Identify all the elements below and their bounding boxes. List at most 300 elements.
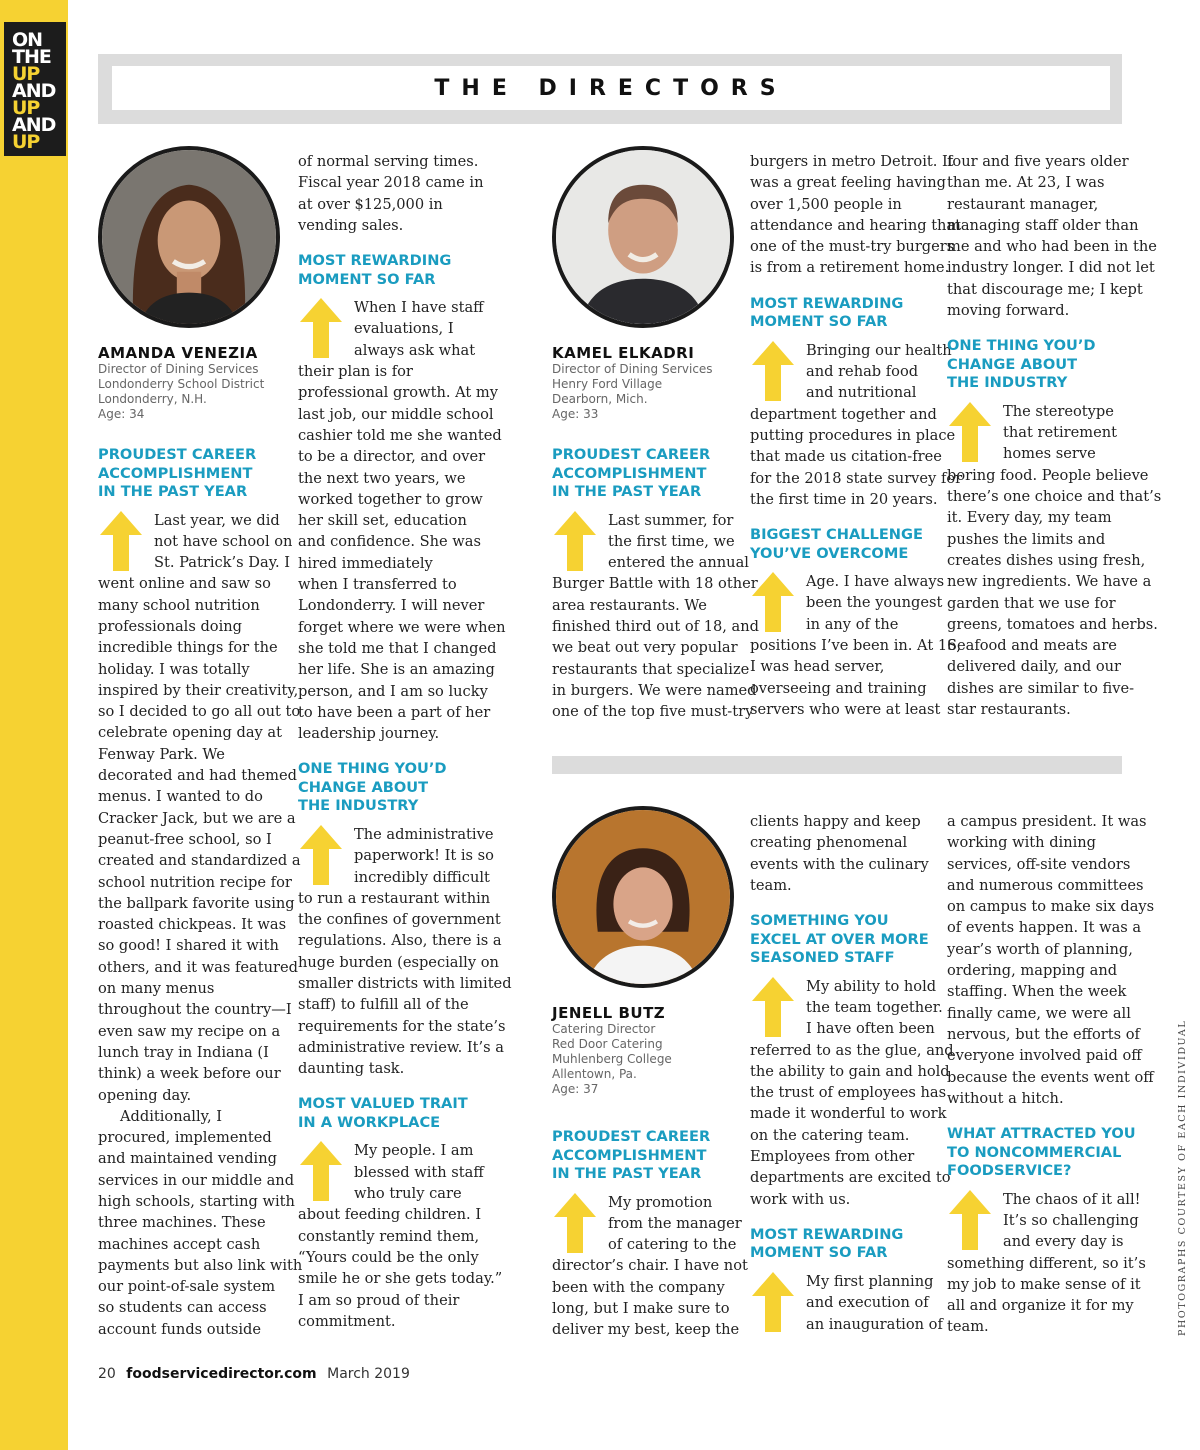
text-line: something different, so it’s	[947, 1254, 1146, 1272]
text-line: that retirement	[1003, 424, 1117, 442]
text-line: to be a director, and over	[298, 448, 486, 466]
text-line: attendance and hearing that	[750, 216, 962, 234]
paragraph	[98, 1106, 303, 1340]
text-line: burgers in metro Detroit. It	[750, 153, 954, 170]
bio-line: Director of Dining Services	[98, 362, 259, 376]
text-line: is from a retirement home.	[750, 259, 950, 277]
heading-line: ACCOMPLISHMENT	[98, 464, 253, 482]
text-line: department together and	[750, 405, 937, 423]
text-line: machines accept cash	[98, 1235, 261, 1253]
text-line: I am so proud of their	[298, 1291, 460, 1309]
heading-line: MOMENT SO FAR	[750, 1244, 888, 1262]
up-arrow-icon	[947, 1190, 993, 1250]
continued-text	[298, 151, 483, 236]
text-line: inspired by their creativity,	[98, 681, 299, 699]
up-arrow-icon	[750, 977, 796, 1037]
continued-text	[947, 151, 1157, 321]
amanda-bio	[98, 362, 264, 422]
text-line: and rehab food	[806, 363, 919, 381]
section-divider	[552, 756, 1122, 774]
text-line: the trust of employees has	[750, 1084, 947, 1102]
text-line: constantly remind them,	[298, 1227, 480, 1245]
text-line: team.	[947, 1318, 989, 1336]
bio-line: Dearborn, Mich.	[552, 392, 648, 406]
text-line: throughout the country—I	[98, 1001, 292, 1019]
logo-line: UP	[12, 63, 40, 85]
text-line: menus. I wanted to do	[98, 788, 263, 806]
bio-line: Muhlenberg College	[552, 1052, 672, 1066]
text-line: been with the company	[552, 1278, 725, 1296]
text-line: hired immediately	[298, 554, 433, 572]
text-line: Additionally, I	[120, 1107, 222, 1125]
text-line: restaurant manager,	[947, 195, 1099, 213]
logo-line: UP	[12, 97, 40, 119]
continued-text	[750, 811, 935, 896]
amanda-name: AMANDA VENEZIA	[98, 344, 258, 362]
amanda-column-1	[98, 430, 303, 1340]
text-line: team.	[750, 876, 792, 894]
text-line: evaluations, I	[354, 320, 454, 338]
text-line: homes serve	[1003, 445, 1096, 463]
up-arrow-icon	[750, 572, 796, 632]
heading-line: PROUDEST CAREER	[552, 1128, 711, 1145]
up-arrow-icon	[750, 1272, 796, 1332]
text-line: that made us citation-free	[750, 448, 942, 466]
text-line: so students can access	[98, 1299, 267, 1317]
text-line: director’s chair. I have not	[552, 1257, 748, 1275]
text-line: putting procedures in place	[750, 426, 956, 444]
text-line: at over $125,000 in	[298, 195, 443, 213]
heading-line: MOMENT SO FAR	[750, 313, 888, 331]
answer-block	[552, 510, 759, 723]
logo-line: AND	[12, 80, 56, 102]
heading-line: IN THE PAST YEAR	[552, 1165, 702, 1182]
kamel-name: KAMEL ELKADRI	[552, 344, 695, 362]
bio-line: Red Door Catering	[552, 1037, 663, 1051]
text-line: clients happy and keep	[750, 813, 921, 830]
text-line: of catering to the	[608, 1236, 737, 1254]
answer-block	[552, 1192, 748, 1341]
bio-line: Director of Dining Services	[552, 362, 713, 376]
text-line: Burger Battle with 18 other	[552, 575, 758, 593]
text-line: My promotion	[608, 1193, 713, 1211]
heading-line: ACCOMPLISHMENT	[552, 1146, 707, 1164]
text-line: last job, our middle school	[298, 405, 494, 423]
text-line: from the manager	[608, 1214, 742, 1232]
text-line: dishes are similar to five-	[947, 679, 1135, 697]
heading-line: FOODSERVICE?	[947, 1162, 1072, 1180]
text-line: all and organize it for my	[947, 1297, 1134, 1315]
text-line: was a great feeling having	[750, 174, 946, 192]
text-line: creating phenomenal	[750, 834, 908, 852]
text-line: events with the culinary	[750, 855, 929, 873]
question-heading	[298, 760, 483, 816]
text-line: their plan is for	[298, 363, 413, 381]
text-line: the first time in 20 years.	[750, 490, 938, 508]
question-heading	[298, 1095, 483, 1132]
photo-credit: PHOTOGRAPHS COURTESY OF EACH INDIVIDUAL	[1177, 1019, 1188, 1336]
text-line: in burgers. We were named	[552, 681, 757, 699]
text-line: of normal serving times.	[298, 153, 479, 170]
yellow-side-strip	[0, 0, 68, 1450]
text-line: finally came, we were all	[947, 1004, 1131, 1022]
question-heading	[947, 337, 1132, 393]
up-arrow-icon	[947, 402, 993, 462]
text-line: account funds outside	[98, 1320, 261, 1338]
up-arrow-icon	[298, 1141, 344, 1201]
question-heading	[947, 1125, 1136, 1181]
text-line: Fenway Park. We	[98, 745, 225, 763]
text-line: payments but also link with	[98, 1256, 303, 1274]
text-line: not have school on	[154, 532, 293, 550]
text-line: incredible things for the	[98, 639, 278, 657]
text-line: My ability to hold	[806, 977, 937, 995]
question-heading	[552, 446, 737, 502]
text-line: Cracker Jack, but we are a	[98, 809, 296, 827]
text-line: of events happen. It was a	[947, 919, 1142, 937]
text-line: the first time, we	[608, 532, 735, 550]
question-heading	[298, 252, 483, 289]
answer-block	[750, 571, 962, 720]
bio-line: Age: 37	[552, 1082, 599, 1096]
amanda-column-2	[298, 151, 512, 1332]
up-arrow-icon	[552, 1193, 598, 1253]
continued-text	[947, 811, 1155, 1109]
text-line: The administrative	[354, 825, 494, 843]
text-line: decorated and had themed	[98, 767, 297, 785]
text-line: holiday. I was totally	[98, 660, 250, 678]
issue-date: March 2019	[327, 1366, 410, 1382]
heading-line: ONE THING YOU’D	[947, 337, 1096, 355]
text-line: Employees from other	[750, 1148, 915, 1166]
jenell-photo	[552, 806, 734, 988]
text-line: Fiscal year 2018 came in	[298, 174, 484, 192]
text-line: school nutrition recipe for	[98, 873, 292, 891]
text-line: over 1,500 people in	[750, 195, 902, 213]
text-line: on many menus	[98, 980, 215, 998]
text-line: Last summer, for	[608, 511, 734, 529]
logo-line: THE	[12, 46, 51, 68]
text-line: celebrate opening day at	[98, 724, 282, 742]
answer-block	[947, 401, 1162, 720]
text-line: there’s one choice and that’s	[947, 488, 1162, 506]
text-line: three machines. These	[98, 1214, 266, 1232]
text-line: staff) to fulfill all of the	[298, 996, 469, 1014]
text-line: vending sales.	[298, 216, 404, 234]
text-line: our point-of-sale system	[98, 1278, 276, 1296]
text-line: administrative review. It’s a	[298, 1038, 504, 1056]
text-line: the ballpark favorite using	[98, 894, 295, 912]
text-line: me and who had been in the	[947, 238, 1157, 256]
text-line: and numerous committees	[947, 876, 1144, 894]
text-line: opening day.	[98, 1086, 192, 1104]
text-line: many school nutrition	[98, 596, 260, 614]
text-line: paperwork! It is so	[354, 847, 494, 865]
text-line: referred to as the glue, and	[750, 1041, 954, 1059]
logo-line: UP	[12, 131, 40, 153]
page-footer	[98, 1366, 410, 1382]
heading-line: CHANGE ABOUT	[298, 778, 429, 796]
text-line: incredibly difficult	[354, 868, 490, 886]
text-line: her life. She is an amazing	[298, 661, 495, 679]
text-line: for the 2018 state survey for	[750, 469, 963, 487]
text-line: working with dining	[947, 834, 1097, 852]
text-line: Seafood and meats are	[947, 637, 1117, 655]
text-line: industry longer. I did not let	[947, 259, 1155, 277]
question-heading	[750, 295, 935, 332]
section-logo	[4, 22, 66, 156]
text-line: My people. I am	[354, 1142, 474, 1160]
up-arrow-icon	[98, 511, 144, 571]
answer-block	[750, 976, 954, 1210]
text-line: entered the annual	[608, 554, 749, 572]
heading-line: MOST REWARDING	[298, 252, 452, 270]
text-line: services, off-site vendors	[947, 855, 1131, 873]
text-line: it. Every day, my team	[947, 509, 1112, 527]
text-line: that discourage me; I kept	[947, 280, 1143, 298]
text-line: than me. At 23, I was	[947, 174, 1105, 192]
text-line: Last year, we did	[154, 511, 280, 529]
heading-line: MOST REWARDING	[750, 294, 904, 312]
text-line: in any of the	[806, 615, 899, 633]
text-line: and execution of	[806, 1294, 929, 1312]
text-line: four and five years older	[947, 153, 1129, 170]
text-line: so good! I shared it with	[98, 937, 279, 955]
logo-line: AND	[12, 114, 56, 136]
up-arrow-icon	[750, 341, 796, 401]
bio-line: Henry Ford Village	[552, 377, 663, 391]
text-line: departments are excited to	[750, 1169, 951, 1187]
heading-line: THE INDUSTRY	[947, 374, 1068, 392]
page-title: THE DIRECTORS	[434, 75, 788, 101]
text-line: about feeding children. I	[298, 1206, 482, 1224]
jenell-bio	[552, 1022, 672, 1097]
text-line: the next two years, we	[298, 469, 466, 487]
text-line: finished third out of 18, and	[552, 617, 759, 635]
heading-line: BIGGEST CHALLENGE	[750, 526, 923, 544]
text-line: Age. I have always	[806, 573, 945, 591]
bio-line: Age: 33	[552, 407, 599, 421]
text-line: think) a week before our	[98, 1065, 281, 1083]
text-line: services in our middle and	[98, 1171, 295, 1189]
text-line: a campus president. It was	[947, 813, 1147, 830]
text-line: the team together.	[806, 998, 943, 1016]
text-line: delivered daily, and our	[947, 658, 1121, 676]
text-line: everyone involved paid off	[947, 1047, 1142, 1065]
kamel-photo	[552, 146, 734, 328]
bio-line: Londonderry School District	[98, 377, 265, 391]
text-line: It’s so challenging	[1003, 1211, 1139, 1229]
answer-block	[298, 1140, 503, 1332]
bio-line: Londonderry, N.H.	[98, 392, 207, 406]
answer-block	[750, 1271, 943, 1335]
text-line: and every day is	[1003, 1233, 1124, 1251]
jenell-name: JENELL BUTZ	[552, 1004, 666, 1022]
heading-line: ACCOMPLISHMENT	[552, 464, 707, 482]
text-line: St. Patrick’s Day. I	[154, 554, 291, 572]
text-line: long, but I make sure to	[552, 1299, 730, 1317]
text-line: even saw my recipe on a	[98, 1022, 281, 1040]
text-line: on the catering team.	[750, 1126, 910, 1144]
title-box	[112, 66, 1110, 110]
up-arrow-icon	[298, 298, 344, 358]
logo-line: ON	[12, 29, 43, 51]
text-line: forget where we were when	[298, 618, 506, 636]
kamel-column-2	[750, 151, 963, 720]
text-line: the confines of government	[298, 911, 501, 929]
text-line: person, and I am so lucky	[298, 682, 488, 700]
text-line: regulations. Also, there is a	[298, 932, 502, 950]
text-line: who truly care	[354, 1185, 462, 1203]
text-line: we beat out very popular	[552, 639, 738, 657]
text-line: creates dishes using fresh,	[947, 551, 1146, 569]
kamel-column-3	[947, 151, 1162, 720]
text-line: commitment.	[298, 1312, 396, 1330]
up-arrow-icon	[552, 511, 598, 571]
text-line: on campus to make six days	[947, 898, 1155, 916]
heading-line: SEASONED STAFF	[750, 949, 895, 967]
text-line: and nutritional	[806, 384, 917, 402]
text-line: overseeing and training	[750, 679, 927, 697]
bio-line: Allentown, Pa.	[552, 1067, 637, 1081]
text-line: cashier told me she wanted	[298, 426, 502, 444]
text-line: the ability to gain and hold	[750, 1062, 950, 1080]
continued-text	[750, 151, 962, 279]
text-line: pushes the limits and	[947, 530, 1106, 548]
jenell-column-3	[947, 811, 1155, 1338]
question-heading	[750, 1226, 935, 1263]
bio-line: Age: 34	[98, 407, 145, 421]
text-line: one of the must-try burgers	[750, 238, 955, 256]
text-line: blessed with staff	[354, 1163, 484, 1181]
kamel-bio	[552, 362, 713, 422]
text-line: boring food. People believe	[947, 466, 1149, 484]
text-line: I was head server,	[750, 658, 885, 676]
text-line: ordering, mapping and	[947, 962, 1118, 980]
text-line: went online and saw so	[98, 575, 271, 593]
jenell-column-1	[552, 1112, 748, 1341]
kamel-column-1	[552, 430, 759, 722]
question-heading	[750, 526, 935, 563]
text-line: procured, implemented	[98, 1129, 272, 1147]
text-line: staffing. When the week	[947, 983, 1127, 1001]
text-line: work with us.	[750, 1190, 851, 1208]
text-line: roasted chickpeas. It was	[98, 916, 287, 934]
question-heading	[98, 446, 283, 502]
jenell-column-2	[750, 811, 954, 1335]
answer-block	[750, 340, 963, 510]
text-line: without a hitch.	[947, 1089, 1064, 1107]
question-heading	[750, 912, 935, 968]
text-line: others, and it was featured	[98, 958, 298, 976]
heading-line: IN THE PAST YEAR	[552, 483, 702, 500]
text-line: to have been a part of her	[298, 703, 491, 721]
answer-block	[298, 824, 512, 1080]
heading-line: SOMETHING YOU	[750, 912, 889, 930]
site-url: foodservicedirector.com	[126, 1366, 317, 1382]
text-line: and maintained vending	[98, 1150, 277, 1168]
text-line: and confidence. She was	[298, 533, 481, 551]
question-heading	[552, 1128, 737, 1184]
text-line: huge burden (especially on	[298, 953, 499, 971]
text-line: her skill set, education	[298, 512, 467, 530]
text-line: nervous, but the efforts of	[947, 1025, 1140, 1043]
text-line: year’s worth of planning,	[947, 940, 1133, 958]
text-line: always ask what	[354, 341, 476, 359]
answer-block	[947, 1189, 1146, 1338]
text-line: “Yours could be the only	[298, 1248, 479, 1266]
amanda-photo	[98, 146, 280, 328]
up-arrow-icon	[298, 825, 344, 885]
text-line: worked together to grow	[298, 490, 483, 508]
text-line: The stereotype	[1003, 402, 1114, 420]
heading-line: MOST VALUED TRAIT	[298, 1095, 468, 1113]
text-line: high schools, starting with	[98, 1193, 295, 1210]
text-line: The chaos of it all!	[1003, 1190, 1141, 1208]
heading-line: WHAT ATTRACTED YOU	[947, 1125, 1136, 1143]
text-line: an inauguration of	[806, 1315, 943, 1333]
text-line: smaller districts with limited	[298, 975, 512, 992]
text-line: I have often been	[806, 1020, 935, 1038]
text-line: lunch tray in Indiana (I	[98, 1043, 269, 1061]
text-line: moving forward.	[947, 302, 1070, 320]
text-line: my job to make sense of it	[947, 1275, 1141, 1293]
text-line: deliver my best, keep the	[552, 1321, 740, 1339]
text-line: servers who were at least	[750, 700, 941, 718]
page-number: 20	[98, 1366, 116, 1382]
heading-line: YOU’VE OVERCOME	[750, 544, 909, 562]
heading-line: IN THE PAST YEAR	[98, 483, 248, 500]
text-line: star restaurants.	[947, 701, 1071, 719]
heading-line: MOMENT SO FAR	[298, 270, 436, 288]
text-line: When I have staff	[354, 299, 484, 317]
text-line: she told me that I changed	[298, 639, 497, 657]
answer-block	[298, 297, 506, 744]
heading-line: MOST REWARDING	[750, 1225, 904, 1243]
text-line: created and standardized a	[98, 852, 301, 870]
heading-line: PROUDEST CAREER	[98, 446, 257, 463]
heading-line: ONE THING YOU’D	[298, 760, 447, 778]
heading-line: EXCEL AT OVER MORE	[750, 930, 929, 948]
heading-line: THE INDUSTRY	[298, 797, 419, 815]
text-line: positions I’ve been in. At 16,	[750, 637, 962, 655]
text-line: garden that we use for	[947, 594, 1116, 612]
text-line: restaurants that specialize	[552, 660, 750, 678]
text-line: smile he or she gets today.”	[298, 1270, 503, 1288]
text-line: when I transferred to	[298, 576, 457, 594]
heading-line: PROUDEST CAREER	[552, 446, 711, 463]
text-line: Bringing our health	[806, 341, 952, 359]
heading-line: IN A WORKPLACE	[298, 1113, 441, 1131]
text-line: professionals doing	[98, 617, 243, 635]
text-line: Londonderry. I will never	[298, 597, 485, 615]
text-line: area restaurants. We	[552, 596, 707, 614]
text-line: made it wonderful to work	[750, 1105, 947, 1123]
text-line: daunting task.	[298, 1060, 405, 1078]
text-line: one of the top five must-try	[552, 703, 754, 721]
text-line: managing staff older than	[947, 216, 1139, 234]
heading-line: CHANGE ABOUT	[947, 355, 1078, 373]
text-line: professional growth. At my	[298, 384, 498, 402]
text-line: been the youngest	[806, 594, 943, 612]
text-line: leadership journey.	[298, 725, 440, 743]
text-line: My first planning	[806, 1272, 934, 1290]
text-line: to run a restaurant within	[298, 889, 491, 907]
text-line: requirements for the state’s	[298, 1017, 506, 1035]
answer-block	[98, 510, 301, 1106]
text-line: because the events went off	[947, 1068, 1154, 1086]
text-line: greens, tomatoes and herbs.	[947, 615, 1158, 633]
